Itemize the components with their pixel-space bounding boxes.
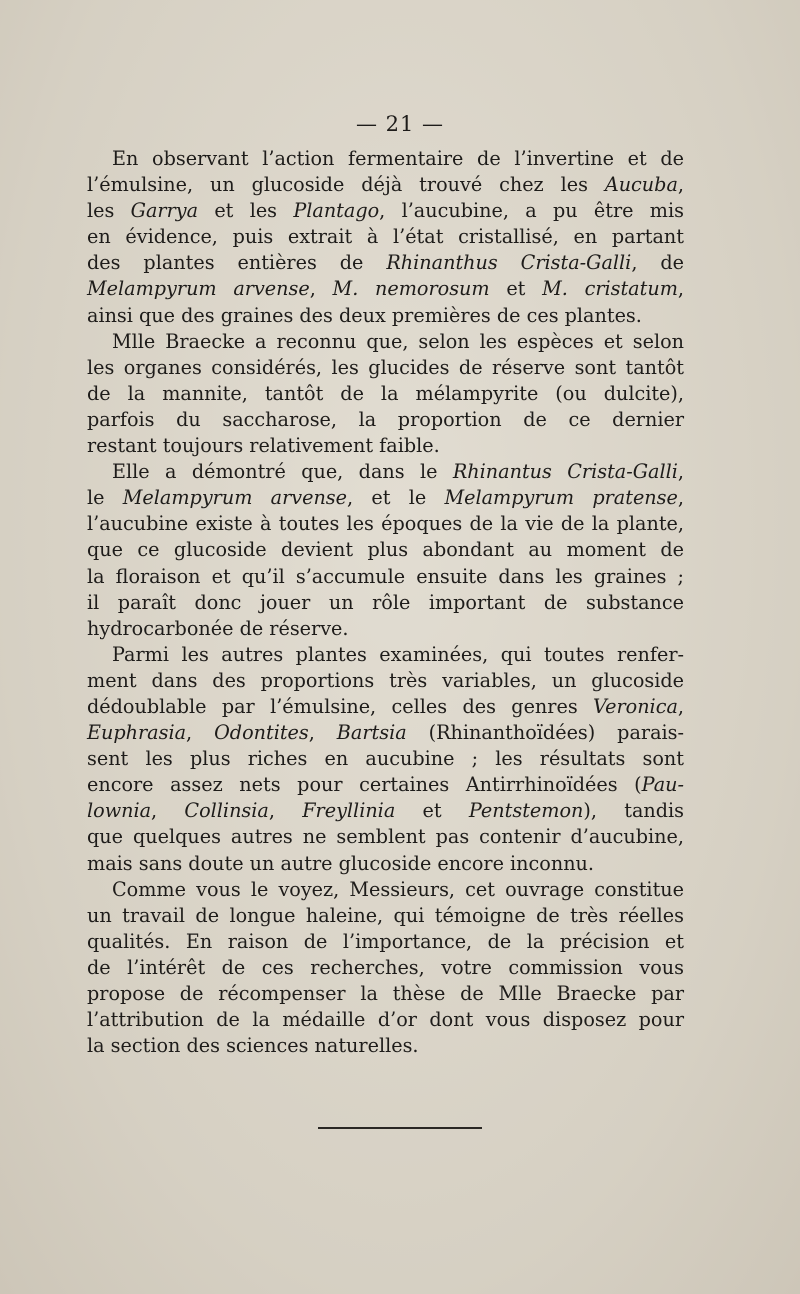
text-line: l’émulsine, un glucoside déjà trouvé chez les Aucuba,: [87, 173, 684, 197]
text-line: la section des sciences naturelles.: [87, 1034, 419, 1058]
text-line: lownia, Collinsia, Freyllinia et Pentstemon), tandis: [87, 799, 685, 823]
text-line: hydrocarbonée de réserve.: [87, 616, 349, 640]
paragraph: [87, 146, 684, 329]
text-line: que quelques autres ne semblent pas contenir d’aucubine,: [87, 825, 684, 849]
text-line: mais sans doute un autre glucoside encore inconnu.: [87, 851, 595, 875]
text-line: sent les plus riches en aucubine ; les résultats sont: [87, 747, 684, 771]
text-line: restant toujours relativement faible.: [87, 434, 440, 458]
text-line: encore assez nets pour certaines Antirrhinoïdées (Pau-: [87, 773, 684, 797]
text-line: la floraison et qu’il s’accumule ensuite dans les graines ;: [87, 564, 684, 588]
text-line: Mlle Braecke a reconnu que, selon les espèces et selon: [112, 329, 684, 353]
text-line: parfois du saccharose, la proportion de ce dernier: [87, 407, 684, 431]
text-line: propose de récompenser la thèse de Mlle Braecke par: [87, 982, 684, 1005]
text-line: Melampyrum arvense, M. nemorosum et M. cristatum,: [87, 277, 684, 301]
text-line: de la mannite, tantôt de la mélampyrite (ou dulcite),: [87, 381, 684, 405]
text-line: dédoublable par l’émulsine, celles des genres Veronica,: [87, 694, 684, 718]
text-line: en évidence, puis extrait à l’état cristallisé, en partant: [87, 225, 684, 249]
text-line: les organes considérés, les glucides de réserve sont tantôt: [87, 355, 684, 379]
paragraph: [87, 459, 684, 642]
text-line: ainsi que des graines des deux premières de ces plantes.: [87, 303, 642, 327]
paragraph: [87, 877, 684, 1060]
text-line: que ce glucoside devient plus abondant au moment de: [87, 538, 684, 562]
text-line: Euphrasia, Odontites, Bartsia (Rhinanthoïdées) parais-: [87, 721, 684, 745]
paragraph: [87, 642, 684, 877]
text-line: il paraît donc jouer un rôle important de substance: [87, 590, 684, 614]
text-line: un travail de longue haleine, qui témoigne de très réelles: [87, 903, 684, 927]
text-line: Parmi les autres plantes examinées, qui toutes renfer-: [112, 642, 684, 666]
text-line: ment dans des proportions très variables, un glucoside: [87, 668, 684, 692]
text-line: les Garrya et les Plantago, l’aucubine, a pu être mis: [87, 199, 684, 223]
text-line: le Melampyrum arvense, et le Melampyrum pratense,: [87, 486, 684, 510]
text-line: l’aucubine existe à toutes les époques de la vie de la plante,: [87, 512, 684, 536]
page-number: — 21 —: [355, 112, 445, 136]
text-line: l’attribution de la médaille d’or dont vous disposez pour: [87, 1008, 684, 1032]
text-line: Comme vous le voyez, Messieurs, cet ouvrage constitue: [112, 877, 684, 901]
text-line: qualités. En raison de l’importance, de la précision et: [87, 929, 684, 953]
text-line: des plantes entières de Rhinanthus Crista-Galli, de: [87, 251, 684, 275]
text-line: Elle a démontré que, dans le Rhinantus Crista-Galli,: [112, 460, 684, 484]
body-text: [87, 146, 684, 1059]
end-rule: [318, 1127, 482, 1129]
paragraph: [87, 329, 684, 459]
text-line: En observant l’action fermentaire de l’invertine et de: [112, 147, 684, 170]
text-line: de l’intérêt de ces recherches, votre commission vous: [87, 955, 684, 979]
